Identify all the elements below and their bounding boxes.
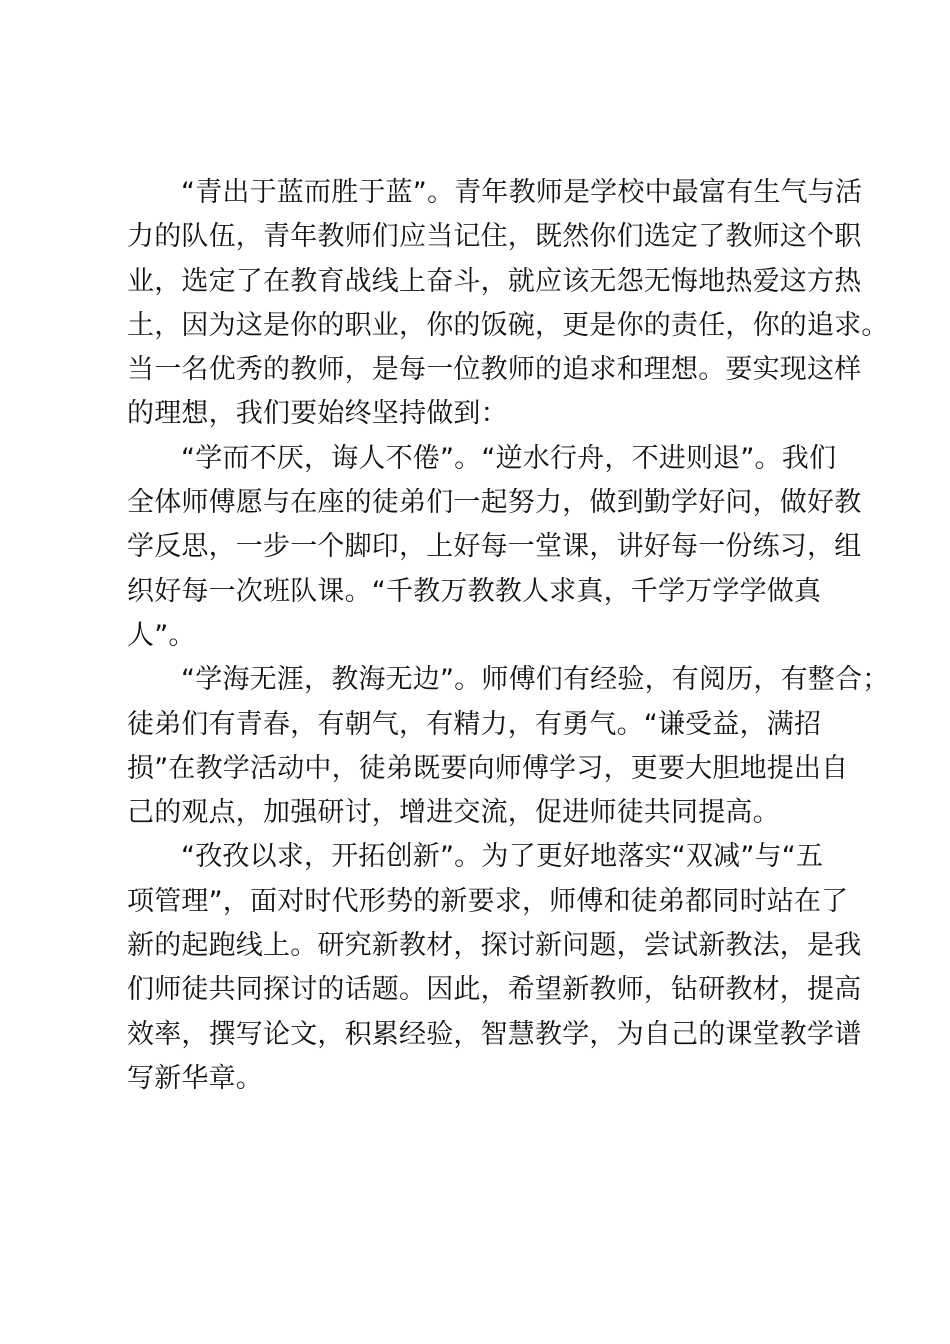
text-line: 力的队伍，青年教师们应当记住，既然你们选定了教师这个职 bbox=[127, 221, 862, 253]
text-line: 项管理”，面对时代形势的新要求，师傅和徒弟都同时站在了 bbox=[127, 885, 849, 917]
text-line: 效率，撰写论文，积累经验，智慧教学，为自己的课堂教学谱 bbox=[127, 1018, 862, 1050]
paragraph-4 bbox=[127, 835, 862, 1101]
text-line: 写新华章。 bbox=[127, 1062, 263, 1094]
text-line: “青出于蓝而胜于蓝”。青年教师是学校中最富有生气与活 bbox=[181, 177, 863, 208]
text-line: 人”。 bbox=[127, 619, 196, 651]
text-line: 土，因为这是你的职业，你的饭碗，更是你的责任，你的追求。 bbox=[127, 309, 889, 341]
text-line: 们师徒共同探讨的话题。因此，希望新教师，钻研教材，提高 bbox=[127, 974, 862, 1006]
text-line: 损”在教学活动中，徒弟既要向师傅学习，更要大胆地提出自 bbox=[127, 752, 849, 784]
text-line: 徒弟们有青春，有朝气，有精力，有勇气。“谦受益，满招 bbox=[127, 708, 822, 740]
text-line: “学而不厌，诲人不倦”。“逆水行舟，不进则退”。我们 bbox=[181, 442, 837, 474]
text-line: 学反思，一步一个脚印，上好每一堂课，讲好每一份练习，组 bbox=[127, 531, 862, 563]
text-line: 当一名优秀的教师，是每一位教师的追求和理想。要实现这样 bbox=[127, 354, 862, 386]
text-line: 全体师傅愿与在座的徒弟们一起努力，做到勤学好问，做好教 bbox=[127, 487, 862, 519]
text-line: “孜孜以求，开拓创新”。为了更好地落实“双减”与“五 bbox=[181, 841, 824, 873]
document-body bbox=[127, 171, 890, 1101]
text-line: 业，选定了在教育战线上奋斗，就应该无怨无悔地热爱这方热 bbox=[127, 265, 862, 297]
paragraph-3 bbox=[127, 658, 890, 835]
text-line: 的理想，我们要始终坚持做到： bbox=[127, 398, 508, 430]
text-line: “学海无涯，教海无边”。师傅们有经验，有阅历，有整合； bbox=[181, 664, 890, 696]
text-line: 己的观点，加强研讨，增进交流，促进师徒共同提高。 bbox=[127, 797, 780, 829]
paragraph-2 bbox=[127, 437, 862, 658]
paragraph-1 bbox=[127, 171, 889, 437]
text-line: 新的起跑线上。研究新教材，探讨新问题，尝试新教法，是我 bbox=[127, 930, 862, 962]
text-line: 织好每一次班队课。“千教万教教人求真，千学万学学做真 bbox=[127, 575, 822, 607]
